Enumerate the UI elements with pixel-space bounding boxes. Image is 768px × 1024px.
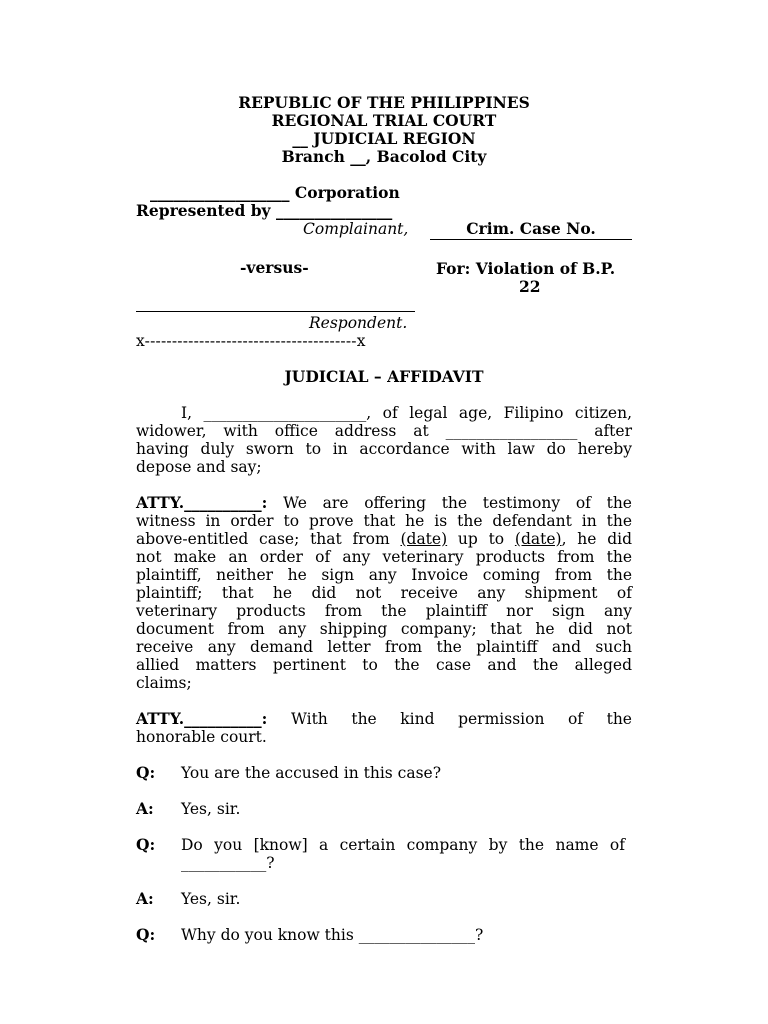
header-branch: Branch __, Bacolod City — [281, 147, 487, 166]
qa-text: You are the accused in this case? — [181, 764, 442, 782]
caption-represented-by: Represented by _______________ — [136, 201, 393, 220]
atty-offer-text: up to — [447, 530, 515, 548]
atty-offer-line-2: witness in order to prove that he is the defendant in the — [136, 512, 632, 530]
qa-label: A: — [136, 799, 154, 818]
respondent-name-line — [136, 311, 415, 312]
atty-offer-text: above-entitled case; that from — [136, 530, 401, 548]
qa-label: Q: — [136, 763, 156, 782]
header-court: REGIONAL TRIAL COURT — [271, 111, 497, 130]
intro-line-1: I, _____________________, of legal age, Filipino citizen, — [181, 404, 632, 422]
atty-offer-text: We are offering the testimony of the — [283, 494, 632, 512]
atty-offer-line-11: claims; — [136, 674, 192, 692]
qa-text-continued: ___________? — [181, 854, 275, 872]
document-title: JUDICIAL – AFFIDAVIT — [284, 367, 484, 386]
qa-text: Yes, sir. — [181, 800, 241, 818]
case-number-underline — [430, 239, 632, 240]
caption-respondent: Respondent. — [309, 314, 408, 332]
atty-offer-line-8: document from any shipping company; that he did not — [136, 620, 632, 638]
caption-case-number: Crim. Case No. — [466, 219, 596, 238]
atty-offer-line-4: not make an order of any veterinary products from the — [136, 548, 632, 566]
atty-offer-line-7: veterinary products from the plaintiff nor sign any — [136, 602, 632, 620]
atty-offer-line-6: plaintiff; that he did not receive any shipment of — [136, 584, 632, 602]
atty-offer-line-3 — [136, 530, 632, 548]
atty-permission-text: With the kind permission of the — [290, 710, 632, 728]
caption-bp-number: 22 — [519, 277, 541, 296]
qa-text: Why do you know this _______________? — [181, 926, 484, 944]
atty-offer-line-10: allied matters pertinent to the case and the alleged — [136, 656, 632, 674]
qa-label: Q: — [136, 925, 156, 944]
atty-label: ATTY.__________: — [136, 493, 268, 512]
atty-offer-line-5: plaintiff, neither he sign any Invoice coming from the — [136, 566, 632, 584]
intro-line-4: depose and say; — [136, 458, 262, 476]
atty-offer-line-9: receive any demand letter from the plaintiff and such — [136, 638, 632, 656]
atty-permission-line-1 — [136, 710, 632, 728]
atty-label: ATTY.__________: — [136, 709, 268, 728]
header-region: __ JUDICIAL REGION — [292, 129, 476, 148]
caption-separator: x---------------------------------------x — [136, 332, 366, 350]
caption-complainant: Complainant, — [303, 220, 409, 238]
caption-versus: -versus- — [240, 258, 309, 277]
qa-label: Q: — [136, 835, 156, 854]
qa-label: A: — [136, 889, 154, 908]
intro-line-2: widower, with office address at _________________ after — [136, 422, 632, 440]
caption-corporation: __________________ Corporation — [150, 183, 400, 202]
date-placeholder: (date) — [514, 530, 562, 548]
intro-line-3: having duly sworn to in accordance with law do hereby — [136, 440, 632, 458]
qa-text: Do you [know] a certain company by the name of — [181, 836, 625, 854]
qa-text: Yes, sir. — [181, 890, 241, 908]
atty-permission-line-2: honorable court. — [136, 728, 267, 746]
date-placeholder: (date) — [400, 530, 448, 548]
header-republic: REPUBLIC OF THE PHILIPPINES — [238, 93, 530, 112]
atty-offer-line-1 — [136, 494, 632, 512]
atty-offer-text: , he did — [561, 530, 632, 548]
caption-for-violation: For: Violation of B.P. — [436, 259, 616, 278]
